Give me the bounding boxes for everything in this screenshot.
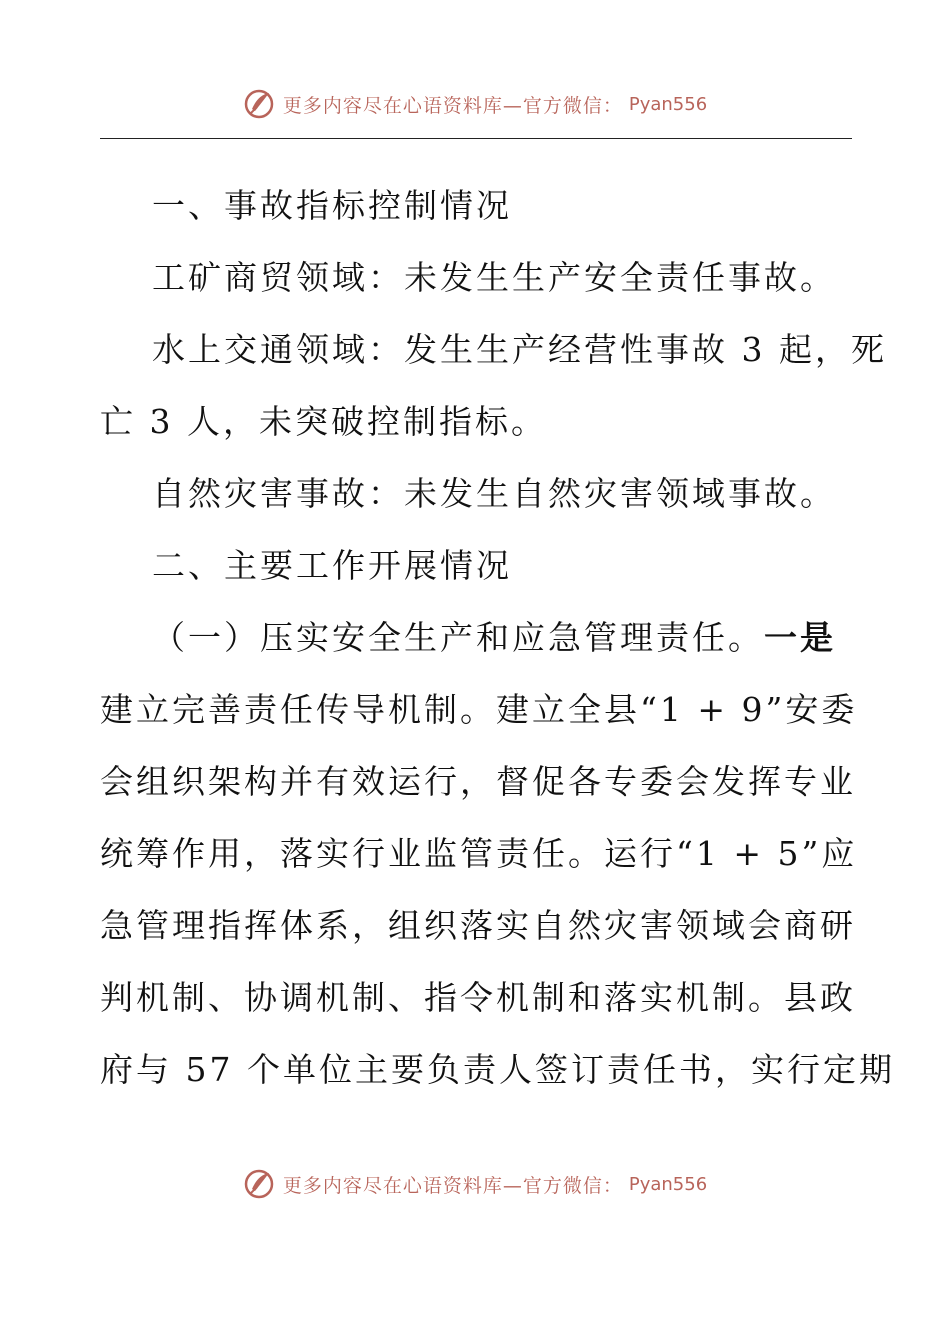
header-divider bbox=[100, 138, 852, 139]
paragraph-mining-trade: 工矿商贸领域：未发生生产安全责任事故。 bbox=[152, 258, 836, 297]
paragraph-water-traffic-cont bbox=[100, 386, 852, 458]
section-one-title: （一）压实安全生产和应急管理责任。 bbox=[152, 618, 764, 657]
watermark-text: 更多内容尽在心语资料库—官方微信： bbox=[282, 94, 623, 117]
paragraph-water-traffic-line-1: 水上交通领域：发生生产经营性事故 3 起，死 bbox=[152, 330, 887, 369]
body-line: 建立完善责任传导机制。建立全县“1 + 9”安委 bbox=[100, 690, 858, 729]
watermark-wechat-id: Pyan556 bbox=[628, 93, 708, 115]
paragraph-section-one bbox=[100, 602, 852, 674]
body-line: 统筹作用，落实行业监管责任。运行“1 + 5”应 bbox=[100, 834, 858, 873]
body-line: 急管理指挥体系，组织落实自然灾害领域会商研 bbox=[100, 906, 856, 945]
paragraph-section-one-body bbox=[100, 674, 895, 1106]
body-line: 判机制、协调机制、指令机制和落实机制。县政 bbox=[100, 978, 856, 1017]
watermark-wechat-id: Pyan556 bbox=[628, 1173, 708, 1195]
paragraph-water-traffic-line-2: 亡 3 人，未突破控制指标。 bbox=[100, 402, 547, 441]
heading-accident-indicators: 一、事故指标控制情况 bbox=[152, 186, 512, 225]
paragraph-natural-disaster: 自然灾害事故：未发生自然灾害领域事故。 bbox=[152, 474, 836, 513]
paragraph-water-traffic bbox=[100, 314, 887, 386]
watermark-text: 更多内容尽在心语资料库—官方微信： bbox=[282, 1174, 623, 1197]
footer-watermark bbox=[0, 1164, 950, 1204]
body-line: 会组织架构并有效运行，督促各专委会发挥专业 bbox=[100, 762, 856, 801]
section-one-bold-lead: 一是 bbox=[764, 618, 836, 657]
heading-main-work: 二、主要工作开展情况 bbox=[152, 546, 512, 585]
header-watermark bbox=[0, 84, 950, 124]
body-line: 府与 57 个单位主要负责人签订责任书，实行定期 bbox=[100, 1050, 895, 1089]
logo-icon bbox=[243, 1167, 277, 1201]
document-body bbox=[100, 170, 895, 1106]
logo-icon bbox=[243, 87, 277, 121]
